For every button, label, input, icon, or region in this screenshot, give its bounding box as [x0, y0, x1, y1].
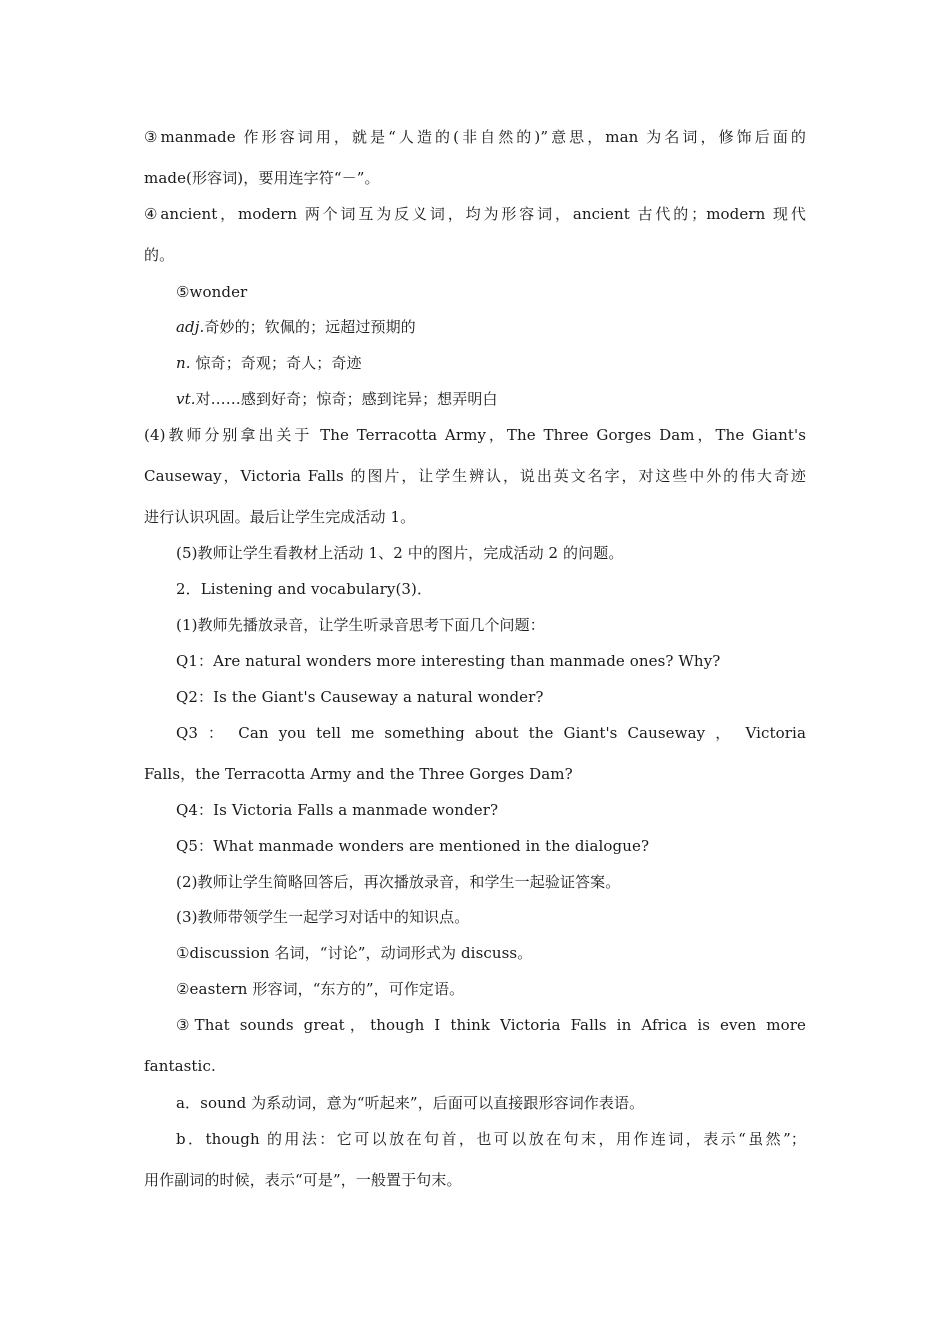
listening-step-1: (1)教师先播放录音，让学生听录音思考下面几个问题： [176, 616, 545, 634]
paragraph-manmade-line-2: made(形容词)，要用连字符“－”。 [144, 169, 380, 187]
verb-meaning: 对……感到好奇；惊奇；感到诧异；想弄明白 [195, 390, 498, 408]
noun-meaning: 惊奇；奇观；奇人；奇迹 [190, 354, 362, 372]
question-3-line-2: Falls，the Terracotta Army and the Three Gorges Dam? [144, 765, 573, 783]
note-b-line-2: 用作副词的时候，表示“可是”，一般置于句末。 [144, 1171, 462, 1189]
point-eastern: ②eastern 形容词，“东方的”，可作定语。 [176, 980, 465, 998]
question-5: Q5：What manmade wonders are mentioned in the dialogue? [176, 837, 650, 855]
step-4-line-1: (4)教师分别拿出关于 The Terracotta Army，The Three Gorges Dam，The Giant's [144, 426, 806, 444]
point-sounds-line-1: ③That sounds great，though I think Victoria Falls in Africa is even more [176, 1016, 806, 1034]
paragraph-manmade-line-1: ③manmade 作形容词用，就是“人造的(非自然的)”意思，man 为名词，修饰后面的 [144, 128, 806, 146]
step-4-line-2: Causeway，Victoria Falls 的图片，让学生辨认，说出英文名字，对这些中外的伟大奇迹 [144, 467, 806, 485]
wonder-adj-definition [176, 317, 416, 337]
adj-abbreviation: adj. [176, 318, 205, 336]
note-a: a．sound 为系动词，意为“听起来”，后面可以直接跟形容词作表语。 [176, 1094, 645, 1112]
question-1: Q1：Are natural wonders more interesting than manmade ones? Why? [176, 652, 721, 670]
listening-step-3: (3)教师带领学生一起学习对话中的知识点。 [176, 908, 470, 926]
wonder-noun-definition [176, 353, 362, 373]
point-sounds-line-2: fantastic. [144, 1057, 216, 1075]
verb-abbreviation: vt. [176, 390, 196, 408]
note-b-line-1: b．though 的用法：它可以放在句首，也可以放在句末，用作连词，表示“虽然”； [176, 1130, 806, 1148]
paragraph-ancient-line-1: ④ancient，modern 两个词互为反义词，均为形容词，ancient 古代的；modern 现代 [144, 205, 806, 223]
noun-abbreviation: n. [176, 354, 191, 372]
step-5: (5)教师让学生看教材上活动 1、2 中的图片，完成活动 2 的问题。 [176, 544, 624, 562]
wonder-verb-definition [176, 389, 498, 409]
adj-meaning: 奇妙的；钦佩的；远超过预期的 [204, 318, 416, 336]
question-2: Q2：Is the Giant's Causeway a natural wonder? [176, 688, 544, 706]
step-4-line-3: 进行认识巩固。最后让学生完成活动 1。 [144, 508, 416, 526]
question-3-line-1: Q3 ： Can you tell me something about the Giant's Causeway ， Victoria [176, 724, 806, 742]
point-discussion: ①discussion 名词，“讨论”，动词形式为 discuss。 [176, 944, 533, 962]
listening-step-2: (2)教师让学生简略回答后，再次播放录音，和学生一起验证答案。 [176, 873, 621, 891]
wonder-heading: ⑤wonder [176, 283, 248, 301]
section-heading-listening: 2．Listening and vocabulary(3)． [176, 580, 433, 598]
paragraph-ancient-line-2: 的。 [144, 246, 175, 264]
question-4: Q4：Is Victoria Falls a manmade wonder? [176, 801, 499, 819]
